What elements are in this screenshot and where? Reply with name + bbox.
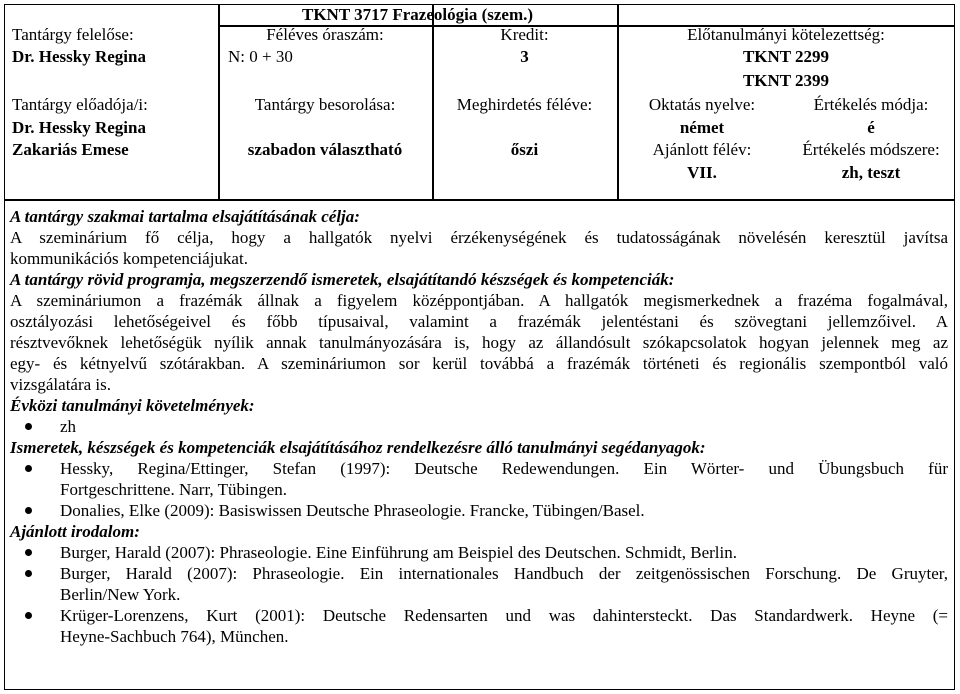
- list-item: Krüger-Lorenzens, Kurt (2001): Deutsche Redensarten und was dahintersteckt. Das Standardwerk. Heyne (= Heyne-Sachbuch 764), München.: [10, 605, 948, 647]
- recommended-semester-label: Ajánlott félév:: [652, 140, 752, 159]
- list-item: Donalies, Elke (2009): Basiswissen Deutsche Phraseologie. Francke, Tübingen/Basel.: [10, 500, 948, 521]
- semester-label: Meghirdetés féléve:: [456, 95, 593, 114]
- recommended-semester-value: VII.: [687, 163, 717, 182]
- lecturer-name-2: Zakariás Emese: [12, 140, 129, 159]
- hours-value: N: 0 + 30: [228, 47, 293, 66]
- semester-value: őszi: [510, 140, 539, 159]
- classification-value: szabadon választható: [247, 140, 403, 159]
- bullet-icon: [25, 423, 32, 430]
- program-line-3: résztvevőknek lehetőségük nyílik annak tanulmányozására is, hogy az állandósult szókapcsolatok hogyan jelennek meg az: [10, 333, 948, 352]
- eval-method-label: Értékelés módszere:: [802, 140, 940, 159]
- program-heading: A tantárgy rövid programja, megszerzendő ismeretek, elsajátítandó készségek és kompetenciák:: [10, 270, 675, 289]
- header-bottom-rule: [4, 199, 955, 201]
- prereq-value-2: TKNT 2399: [742, 71, 830, 90]
- bullet-icon: [25, 465, 32, 472]
- course-title: TKNT 3717 Frazeológia (szem.): [301, 5, 534, 24]
- responsible-name: Dr. Hessky Regina: [12, 47, 146, 66]
- bullet-icon: [25, 612, 32, 619]
- responsible-label: Tantárgy felelőse:: [12, 25, 134, 44]
- bullet-icon: [25, 507, 32, 514]
- hours-label: Féléves óraszám:: [266, 25, 384, 44]
- requirements-heading: Évközi tanulmányi követelmények:: [10, 396, 255, 415]
- program-line-4: egy- és kétnyelvű szótárakban. A szemináriumon sor kerül továbbá a frazémák történeti és regionális szempontból való: [10, 354, 948, 373]
- language-value: német: [679, 118, 725, 137]
- list-item: Hessky, Regina/Ettinger, Stefan (1997): Deutsche Redewendungen. Ein Wörter- und Übungsbuch für Fortgeschrittene. Narr, Tübingen.: [10, 458, 948, 500]
- program-line-5: vizsgálatára is.: [10, 375, 112, 394]
- course-description: [10, 206, 948, 647]
- goal-line-1: A szeminárium fő célja, hogy a hallgatók nyelvi érzékenységének és tudatosságának növelésén keresztül javítsa: [10, 228, 948, 247]
- requirements-list: [10, 416, 948, 437]
- language-label: Oktatás nyelve:: [648, 95, 756, 114]
- list-item: zh: [10, 416, 948, 437]
- goal-heading: A tantárgy szakmai tartalma elsajátításának célja:: [10, 207, 360, 226]
- program-line-1: A szemináriumon a frazémák állnak a figyelem középpontjában. A hallgatók megismerkednek a frazéma fogalmával,: [10, 291, 948, 310]
- eval-mode-label: Értékelés módja:: [813, 95, 929, 114]
- credit-value: 3: [520, 47, 529, 66]
- program-line-2: osztályozási lehetőségeivel és főbb típusaival, valamint a frazémák jelentéstani és szövegtani jellemzőivel. A: [10, 312, 948, 331]
- eval-mode-value: é: [867, 118, 875, 137]
- classification-label: Tantárgy besorolása:: [254, 95, 396, 114]
- bullet-icon: [25, 570, 32, 577]
- literature-list: [10, 542, 948, 647]
- lecturer-name-1: Dr. Hessky Regina: [12, 118, 146, 137]
- lecturer-label: Tantárgy előadója/i:: [12, 95, 148, 114]
- credit-label: Kredit:: [500, 25, 549, 44]
- bullet-icon: [25, 549, 32, 556]
- prereq-value-1: TKNT 2299: [742, 47, 830, 66]
- materials-heading: Ismeretek, készségek és kompetenciák elsajátításához rendelkezésre álló tanulmányi segédanyagok:: [10, 438, 706, 457]
- prereq-label: Előtanulmányi kötelezettség:: [687, 25, 885, 44]
- materials-list: [10, 458, 948, 521]
- literature-heading: Ajánlott irodalom:: [10, 522, 140, 541]
- list-item: Burger, Harald (2007): Phraseologie. Eine Einführung am Beispiel des Deutschen. Schmidt, Berlin.: [10, 542, 948, 563]
- eval-method-value: zh, teszt: [841, 163, 901, 182]
- goal-line-2: kommunikációs kompetenciájukat.: [10, 249, 248, 268]
- list-item: Burger, Harald (2007): Phraseologie. Ein internationales Handbuch der zeitgenössischen Forschung. De Gruyter, Berlin/New York.: [10, 563, 948, 605]
